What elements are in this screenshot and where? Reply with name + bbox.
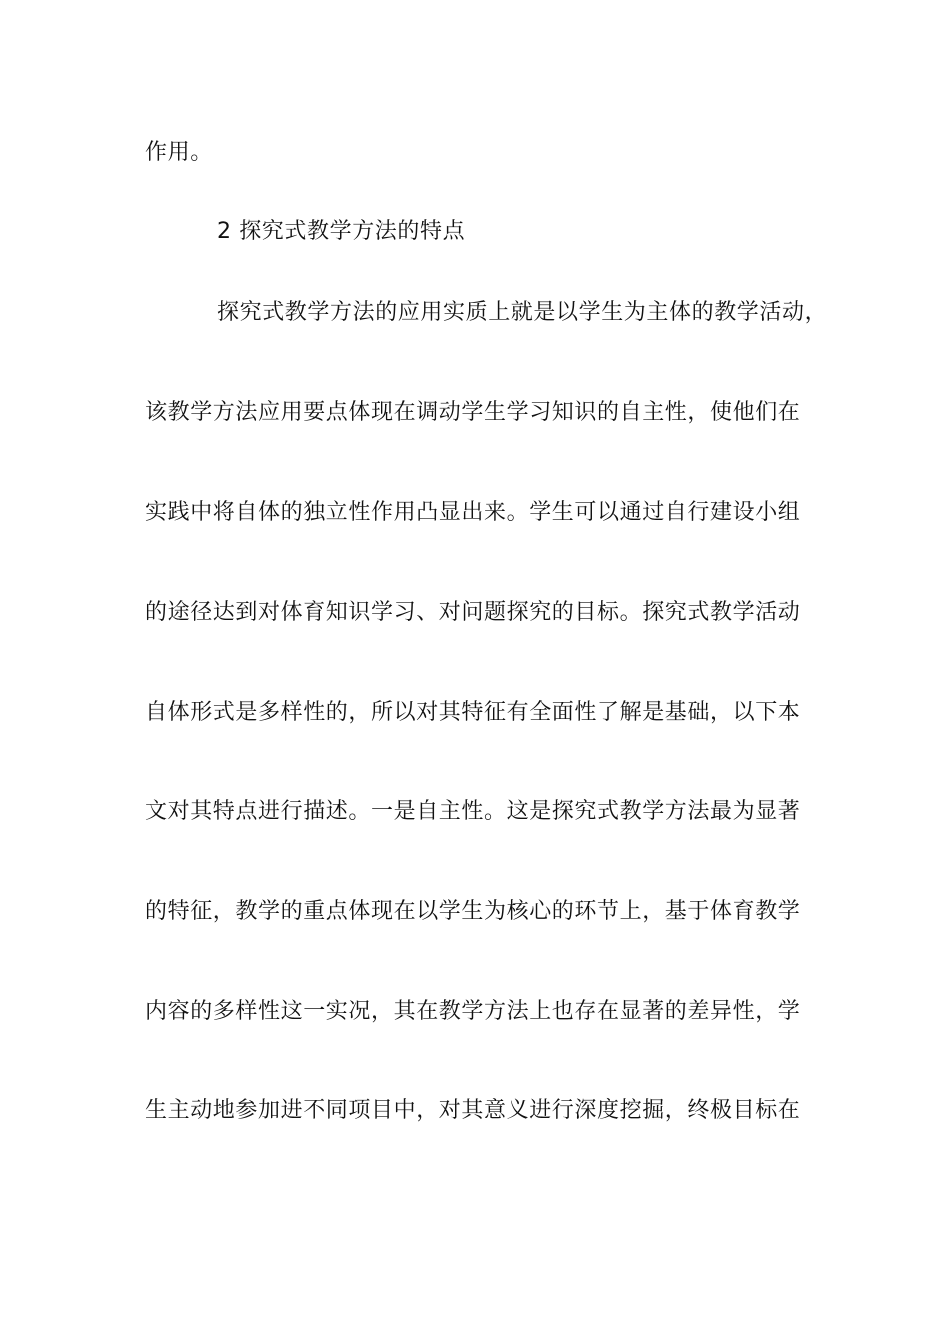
paragraph-line: 的特征，教学的重点体现在以学生为核心的环节上，基于体育教学 [145,899,801,924]
paragraph-line: 实践中将自体的独立性作用凸显出来。学生可以通过自行建设小组 [145,500,801,525]
paragraph-line: 生主动地参加进不同项目中，对其意义进行深度挖掘，终极目标在 [145,1098,801,1123]
paragraph-line: 作用。 [145,140,213,165]
paragraph-line: 自体形式是多样性的，所以对其特征有全面性了解是基础，以下本 [145,700,801,725]
paragraph-line: 的途径达到对体育知识学习、对问题探究的目标。探究式教学活动 [145,600,801,625]
paragraph-line: 探究式教学方法的应用实质上就是以学生为主体的教学活动， [217,300,828,325]
paragraph-line: 该教学方法应用要点体现在调动学生学习知识的自主性，使他们在 [145,400,801,425]
paragraph-line: 内容的多样性这一实况，其在教学方法上也存在显著的差异性，学 [145,999,801,1024]
paragraph-line: 文对其特点进行描述。一是自主性。这是探究式教学方法最为显著 [145,799,801,824]
section-heading: 2 探究式教学方法的特点 [217,219,466,244]
